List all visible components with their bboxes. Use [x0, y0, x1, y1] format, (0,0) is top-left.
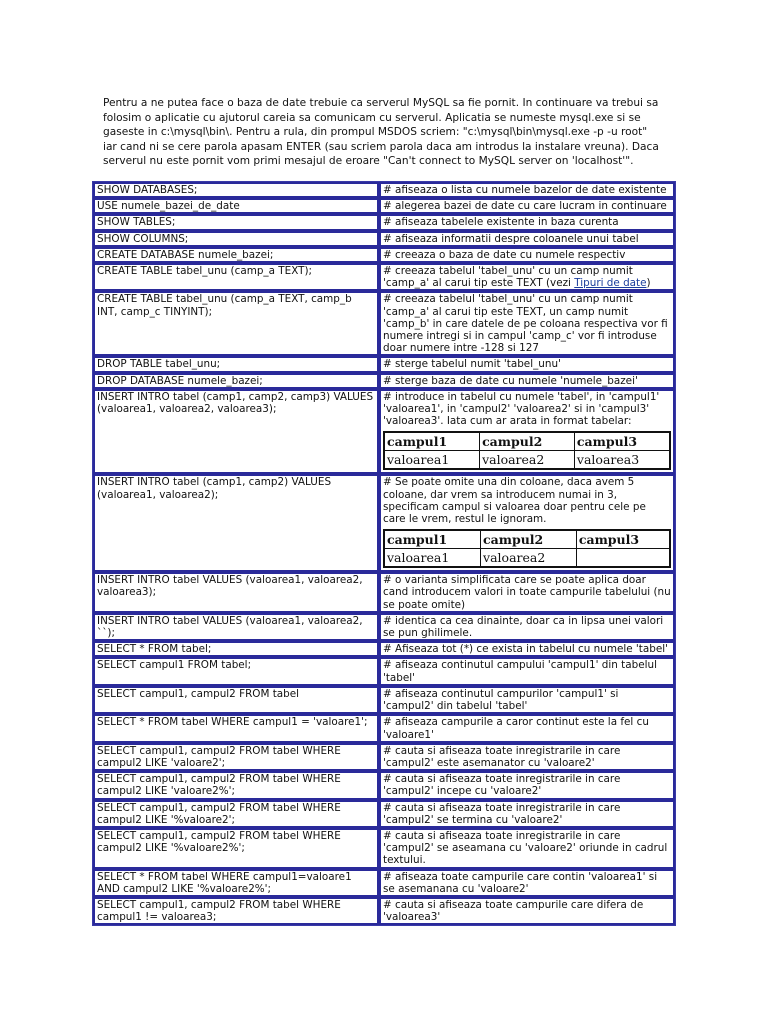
command-cell: SELECT * FROM tabel WHERE campul1 = 'valoare1';: [93, 714, 379, 742]
example-table: [383, 431, 671, 470]
description-text: # alegerea bazei de date cu care lucram in continuare: [383, 200, 667, 213]
intro-paragraph: [103, 96, 663, 169]
command-cell: DROP DATABASE numele_bazei;: [93, 373, 379, 389]
description-cell: [379, 389, 675, 475]
command-cell: SELECT campul1, campul2 FROM tabel: [93, 686, 379, 714]
command-cell: INSERT INTRO tabel (camp1, camp2) VALUES (valoarea1, valoarea2);: [93, 474, 379, 572]
description-text: # cauta si afiseaza toate inregistrarile in care 'campul2' se termina cu 'valoare2': [383, 801, 621, 826]
description-cell: [379, 198, 675, 214]
table-row: [93, 389, 675, 475]
description-text: # afiseaza campurile a caror continut este la fel cu 'valoare1': [383, 716, 649, 741]
description-text: # cauta si afiseaza toate inregistrarile in care 'campul2' este asemanator cu 'valoare2': [383, 744, 621, 769]
table-row: [93, 198, 675, 214]
command-cell: SELECT campul1, campul2 FROM tabel WHERE campul2 LIKE '%valoare2';: [93, 800, 379, 828]
description-text: # afiseaza continutul campului 'campul1' din tabelul 'tabel': [383, 659, 657, 684]
table-row: [93, 897, 675, 925]
description-text: # sterge baza de date cu numele 'numele_bazei': [383, 374, 638, 387]
example-value-row: [384, 549, 670, 568]
description-cell: [379, 373, 675, 389]
table-row: [93, 572, 675, 613]
example-value-cell: valoarea3: [574, 451, 670, 470]
description-cell: [379, 800, 675, 828]
description-cell: [379, 182, 675, 198]
table-row: [93, 657, 675, 685]
command-cell: SELECT campul1, campul2 FROM tabel WHERE campul2 LIKE '%valoare2%';: [93, 828, 379, 869]
table-row: [93, 373, 675, 389]
example-header-cell: campul2: [480, 432, 575, 451]
example-value-cell: valoarea1: [384, 451, 480, 470]
command-cell: CREATE TABLE tabel_unu (camp_a TEXT, camp_b INT, camp_c TINYINT);: [93, 291, 379, 356]
description-text: # creeaza tabelul 'tabel_unu' cu un camp numit 'camp_a' al carui tip este TEXT (vezi: [383, 265, 633, 290]
table-row: [93, 771, 675, 799]
table-row: [93, 291, 675, 356]
description-cell: [379, 263, 675, 291]
table-row: [93, 613, 675, 641]
table-row: [93, 686, 675, 714]
table-row: [93, 356, 675, 372]
command-cell: SELECT * FROM tabel;: [93, 641, 379, 657]
description-text-end: ): [646, 277, 651, 290]
description-text: # afiseaza continutul campurilor 'campul1' si 'campul2' din tabelul 'tabel': [383, 687, 619, 713]
description-cell: [379, 743, 675, 771]
intro-text: Pentru a ne putea face o baza de date trebuie ca serverul MySQL sa fie pornit. In continuare va trebui sa folosim o aplicatie cu ajutorul careia sa comunicam cu serverul. Aplicatia se numeste mysql.exe si se gaseste in c:\mysql\bin\. Pentru a rula, din prompul MSDOS scriem: "c:\mysql\bin\mysql.exe -p -u root" iar cand ni se cere parola apasam ENTER (sau scriem parola daca am introdus la instalare vreuna). Daca serverul nu este pornit vom primi mesajul de eroare "Can't connect to MySQL server on 'localhost'".: [103, 97, 659, 168]
command-cell: SHOW DATABASES;: [93, 182, 379, 198]
table-row: [93, 474, 675, 572]
command-cell: DROP TABLE tabel_unu;: [93, 356, 379, 372]
command-cell: SELECT campul1, campul2 FROM tabel WHERE campul2 LIKE 'valoare2%';: [93, 771, 379, 799]
description-cell: [379, 247, 675, 263]
command-cell: SHOW COLUMNS;: [93, 231, 379, 247]
table-row: [93, 800, 675, 828]
command-cell: USE numele_bazei_de_date: [93, 198, 379, 214]
description-cell: [379, 474, 675, 572]
description-text: # Afiseaza tot (*) ce exista in tabelul cu numele 'tabel': [383, 643, 668, 656]
example-value-cell: valoarea2: [481, 549, 577, 568]
description-text: # identica ca cea dinainte, doar ca in lipsa unei valori se pun ghilimele.: [383, 614, 664, 640]
command-cell: INSERT INTRO tabel (camp1, camp2, camp3) VALUES (valoarea1, valoarea2, valoarea3);: [93, 389, 379, 475]
table-row: [93, 714, 675, 742]
table-row: [93, 263, 675, 291]
description-text: # afiseaza informatii despre coloanele unui tabel: [383, 232, 639, 245]
example-value-cell: valoarea1: [384, 549, 481, 568]
description-cell: [379, 613, 675, 641]
description-cell: [379, 869, 675, 897]
command-cell: SELECT campul1 FROM tabel;: [93, 657, 379, 685]
example-value-row: [384, 451, 670, 470]
description-text: # sterge tabelul numit 'tabel_unu': [383, 358, 561, 371]
example-header-cell: campul3: [576, 530, 670, 549]
table-row: [93, 743, 675, 771]
table-row: [93, 214, 675, 230]
description-cell: [379, 771, 675, 799]
command-cell: SELECT campul1, campul2 FROM tabel WHERE campul2 LIKE 'valoare2';: [93, 743, 379, 771]
data-types-link[interactable]: Tipuri de date: [574, 277, 647, 290]
example-header-cell: campul3: [574, 432, 670, 451]
description-cell: [379, 641, 675, 657]
command-cell: CREATE DATABASE numele_bazei;: [93, 247, 379, 263]
description-cell: [379, 291, 675, 356]
description-text: # creeaza o baza de date cu numele respectiv: [383, 248, 626, 261]
example-header-row: [384, 530, 670, 549]
table-row: [93, 182, 675, 198]
table-row: [93, 231, 675, 247]
table-row: [93, 869, 675, 897]
command-cell: SELECT * FROM tabel WHERE campul1=valoare1 AND campul2 LIKE '%valoare2%';: [93, 869, 379, 897]
command-cell: INSERT INTRO tabel VALUES (valoarea1, valoarea2, ``);: [93, 613, 379, 641]
description-cell: [379, 231, 675, 247]
table-row: [93, 247, 675, 263]
command-cell: SELECT campul1, campul2 FROM tabel WHERE campul1 != valoarea3;: [93, 897, 379, 925]
table-row: [93, 828, 675, 869]
description-text: # o varianta simplificata care se poate aplica doar cand introducem valori in toate campurile tabelului (nu se poate omite): [383, 574, 671, 611]
description-cell: [379, 897, 675, 925]
description-text: # introduce in tabelul cu numele 'tabel', in 'campul1' 'valoarea1', in 'campul2' 'valoarea2' si in 'campul3' 'valoarea3'. Iata cum ar arata in format tabelar:: [383, 390, 660, 428]
description-cell: [379, 356, 675, 372]
description-text: # creeaza tabelul 'tabel_unu' cu un camp numit 'camp_a' al carui tip este TEXT, un camp numit 'camp_b' in care datele de pe coloana respectiva vor fi numere intregi si in campul 'camp_c' vor fi introduse doar numere intre -128 si 127: [383, 293, 668, 355]
description-cell: [379, 214, 675, 230]
example-value-cell: [576, 549, 670, 568]
example-table: [383, 529, 671, 568]
example-header-row: [384, 432, 670, 451]
mysql-commands-table: [92, 181, 676, 926]
description-cell: [379, 657, 675, 685]
example-header-cell: campul2: [481, 530, 577, 549]
example-header-cell: campul1: [384, 432, 480, 451]
description-text: # Se poate omite una din coloane, daca avem 5 coloane, dar vrem sa introducem numai in 3, specificam campul si valoarea doar pentru cele pe care le vrem, restul le ignoram.: [383, 476, 646, 526]
example-value-cell: valoarea2: [480, 451, 575, 470]
command-cell: CREATE TABLE tabel_unu (camp_a TEXT);: [93, 263, 379, 291]
description-cell: [379, 686, 675, 714]
description-cell: [379, 828, 675, 869]
description-text: # afiseaza tabelele existente in baza curenta: [383, 216, 619, 229]
description-text: # cauta si afiseaza toate campurile care difera de 'valoarea3': [383, 898, 644, 924]
description-cell: [379, 714, 675, 742]
description-text: # cauta si afiseaza toate inregistrarile in care 'campul2' incepe cu 'valoare2': [383, 773, 621, 798]
description-text: # afiseaza toate campurile care contin 'valoarea1' si se asemanana cu 'valoare2': [383, 870, 658, 895]
command-cell: INSERT INTRO tabel VALUES (valoarea1, valoarea2, valoarea3);: [93, 572, 379, 613]
table-row: [93, 641, 675, 657]
description-text: # afiseaza o lista cu numele bazelor de date existente: [383, 184, 667, 196]
command-cell: SHOW TABLES;: [93, 214, 379, 230]
description-text: # cauta si afiseaza toate inregistrarile in care 'campul2' se aseamana cu 'valoare2' oriunde in cadrul textului.: [383, 829, 668, 867]
example-header-cell: campul1: [384, 530, 481, 549]
description-cell: [379, 572, 675, 613]
